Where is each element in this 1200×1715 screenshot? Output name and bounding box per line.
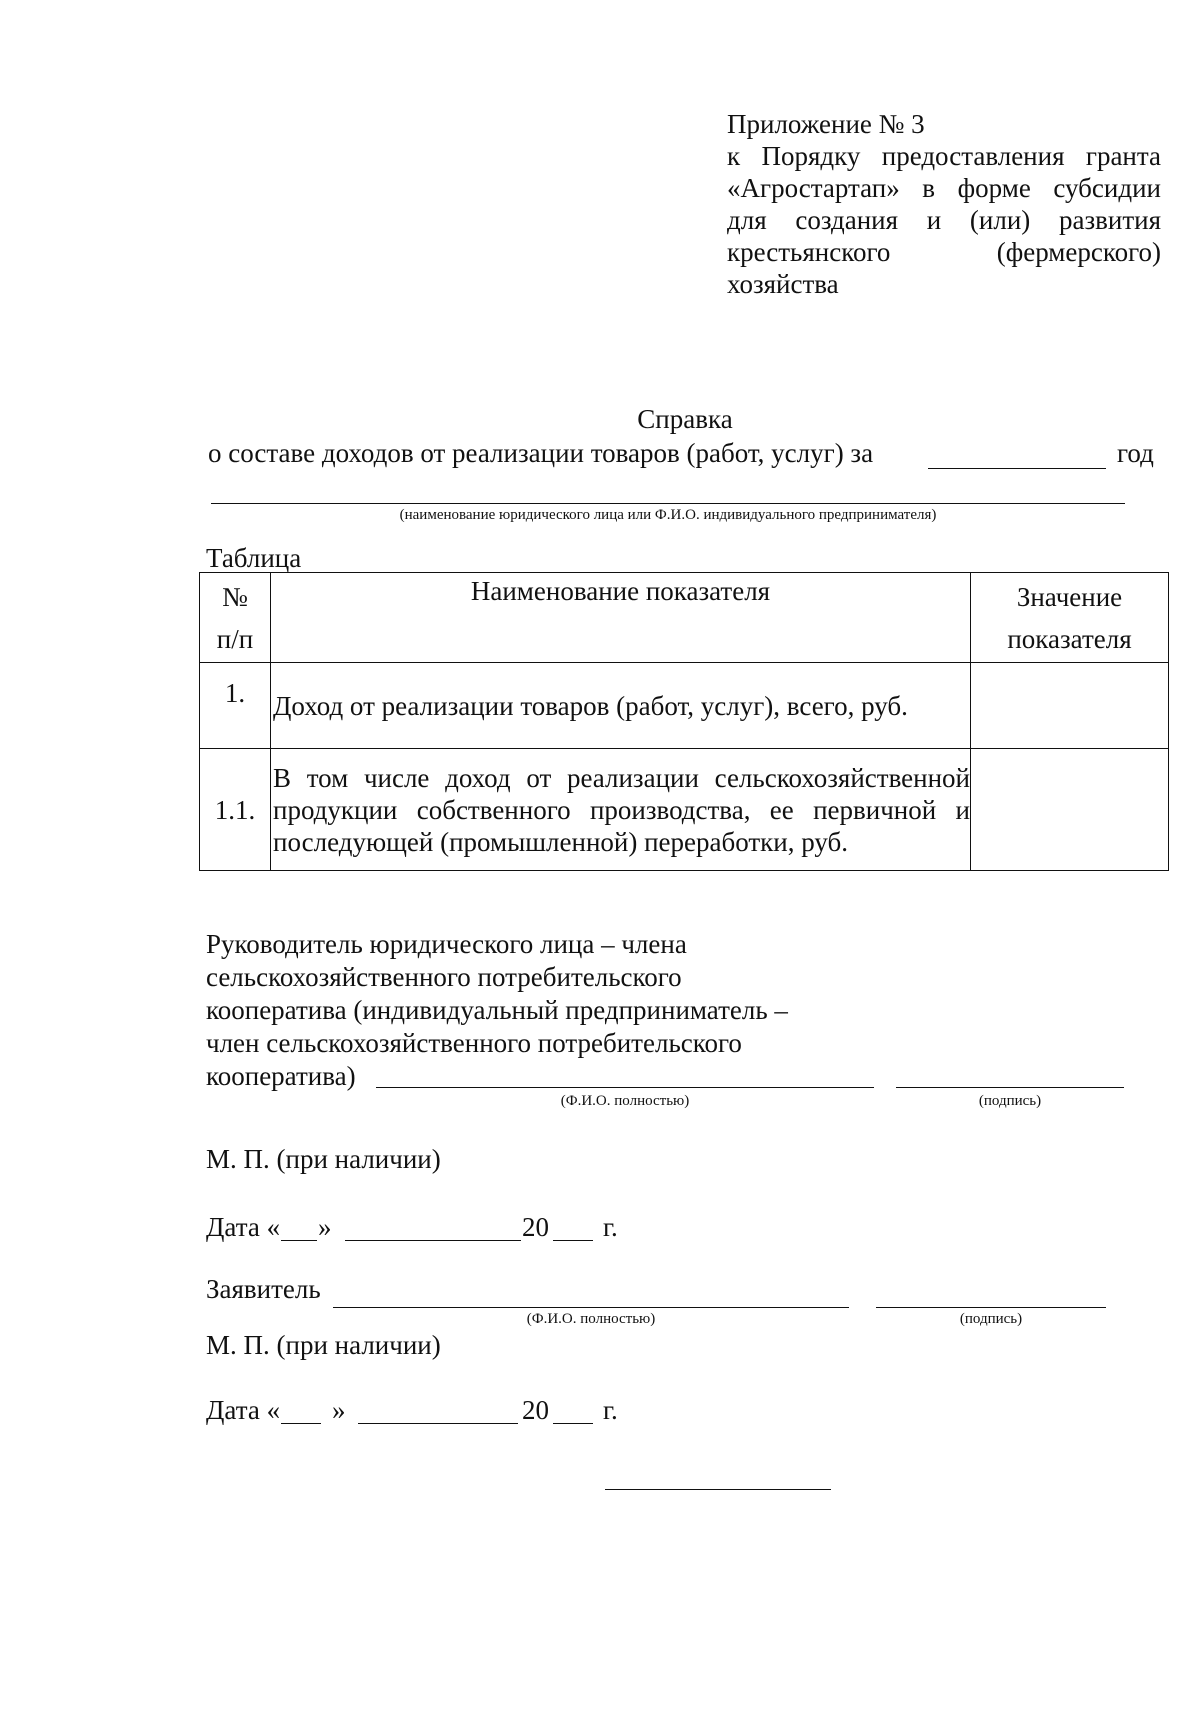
applicant-signature-caption: (подпись) [959, 1311, 1023, 1327]
appendix-number: Приложение № 3 [727, 109, 925, 139]
date-close-quote: » [318, 1212, 332, 1242]
row-number: 1. [200, 663, 271, 749]
row-value-cell[interactable] [971, 749, 1169, 871]
table-header-row [200, 573, 1169, 663]
appendix-line: к Порядку предоставления гранта [727, 141, 1161, 171]
appendix-line: для создания и (или) развития [727, 205, 1161, 235]
date-century: 20 [522, 1395, 549, 1425]
date-year-blank[interactable] [553, 1395, 593, 1424]
row-indicator-name: Доход от реализации товаров (работ, услуг), всего, руб. [271, 663, 971, 749]
organization-name-line[interactable] [211, 503, 1125, 504]
table-caption: Таблица [206, 543, 302, 573]
date-day-blank[interactable] [281, 1395, 321, 1424]
head-fio-line[interactable] [376, 1087, 874, 1088]
row-indicator-name: В том числе доход от реализации сельскохозяйственной продукции собственного производства, ее первичной и последующей (промышленной) переработки, руб. [271, 749, 971, 871]
applicant-signature-line[interactable] [876, 1307, 1106, 1308]
date-prefix: Дата « [206, 1212, 281, 1242]
date-suffix: г. [603, 1212, 618, 1242]
head-fio-caption: (Ф.И.О. полностью) [560, 1093, 690, 1109]
header-name-cell: Наименование показателя [271, 573, 971, 663]
head-block-line: сельскохозяйственного потребительского [206, 962, 682, 992]
applicant-fio-caption: (Ф.И.О. полностью) [526, 1311, 656, 1327]
applicant-label: Заявитель [206, 1274, 321, 1304]
appendix-line: «Агростартап» в форме субсидии [727, 173, 1161, 203]
header-value-line: Значение [1016, 581, 1123, 612]
head-block-line: Руководитель юридического лица – члена [206, 929, 687, 959]
date-year-blank[interactable] [553, 1212, 593, 1241]
applicant-fio-line[interactable] [333, 1307, 849, 1308]
row-value-cell[interactable] [971, 663, 1169, 749]
date-prefix: Дата « [206, 1395, 281, 1425]
stamp-label: М. П. (при наличии) [206, 1144, 441, 1174]
head-block-line: член сельскохозяйственного потребительского [206, 1028, 742, 1058]
appendix-line: крестьянского (фермерского) [727, 237, 1161, 267]
row-number: 1.1. [200, 749, 271, 871]
organization-name-caption: (наименование юридического лица или Ф.И.О. индивидуального предпринимателя) [399, 507, 937, 523]
head-block-line: кооператива (индивидуальный предприниматель – [206, 995, 788, 1025]
stamp-label: М. П. (при наличии) [206, 1330, 441, 1360]
date-month-blank[interactable] [358, 1395, 518, 1424]
document-title: Справка [637, 404, 733, 434]
header-value-cell [971, 573, 1169, 663]
appendix-header [727, 108, 1161, 300]
document-subtitle: о составе доходов от реализации товаров (работ, услуг) за [208, 438, 874, 468]
year-word: год [1117, 438, 1154, 468]
date-century: 20 [522, 1212, 549, 1242]
year-blank-line[interactable] [928, 468, 1106, 469]
date-suffix: г. [603, 1395, 618, 1425]
head-signature-block [206, 928, 846, 1093]
date-close-quote: » [332, 1395, 346, 1425]
indicator-table [199, 572, 1169, 871]
header-number-abbrev: п/п [216, 623, 254, 654]
date-month-blank[interactable] [345, 1212, 521, 1241]
appendix-line: хозяйства [727, 269, 839, 299]
table-row [200, 663, 1169, 749]
header-number-cell [200, 573, 271, 663]
header-number-symbol: № [222, 581, 248, 612]
table-row [200, 749, 1169, 871]
date-day-blank[interactable] [281, 1212, 317, 1241]
header-value-line: показателя [1007, 623, 1132, 654]
head-signature-caption: (подпись) [978, 1093, 1042, 1109]
end-divider [605, 1489, 831, 1490]
head-block-line: кооператива) [206, 1061, 356, 1091]
head-signature-line[interactable] [896, 1087, 1124, 1088]
